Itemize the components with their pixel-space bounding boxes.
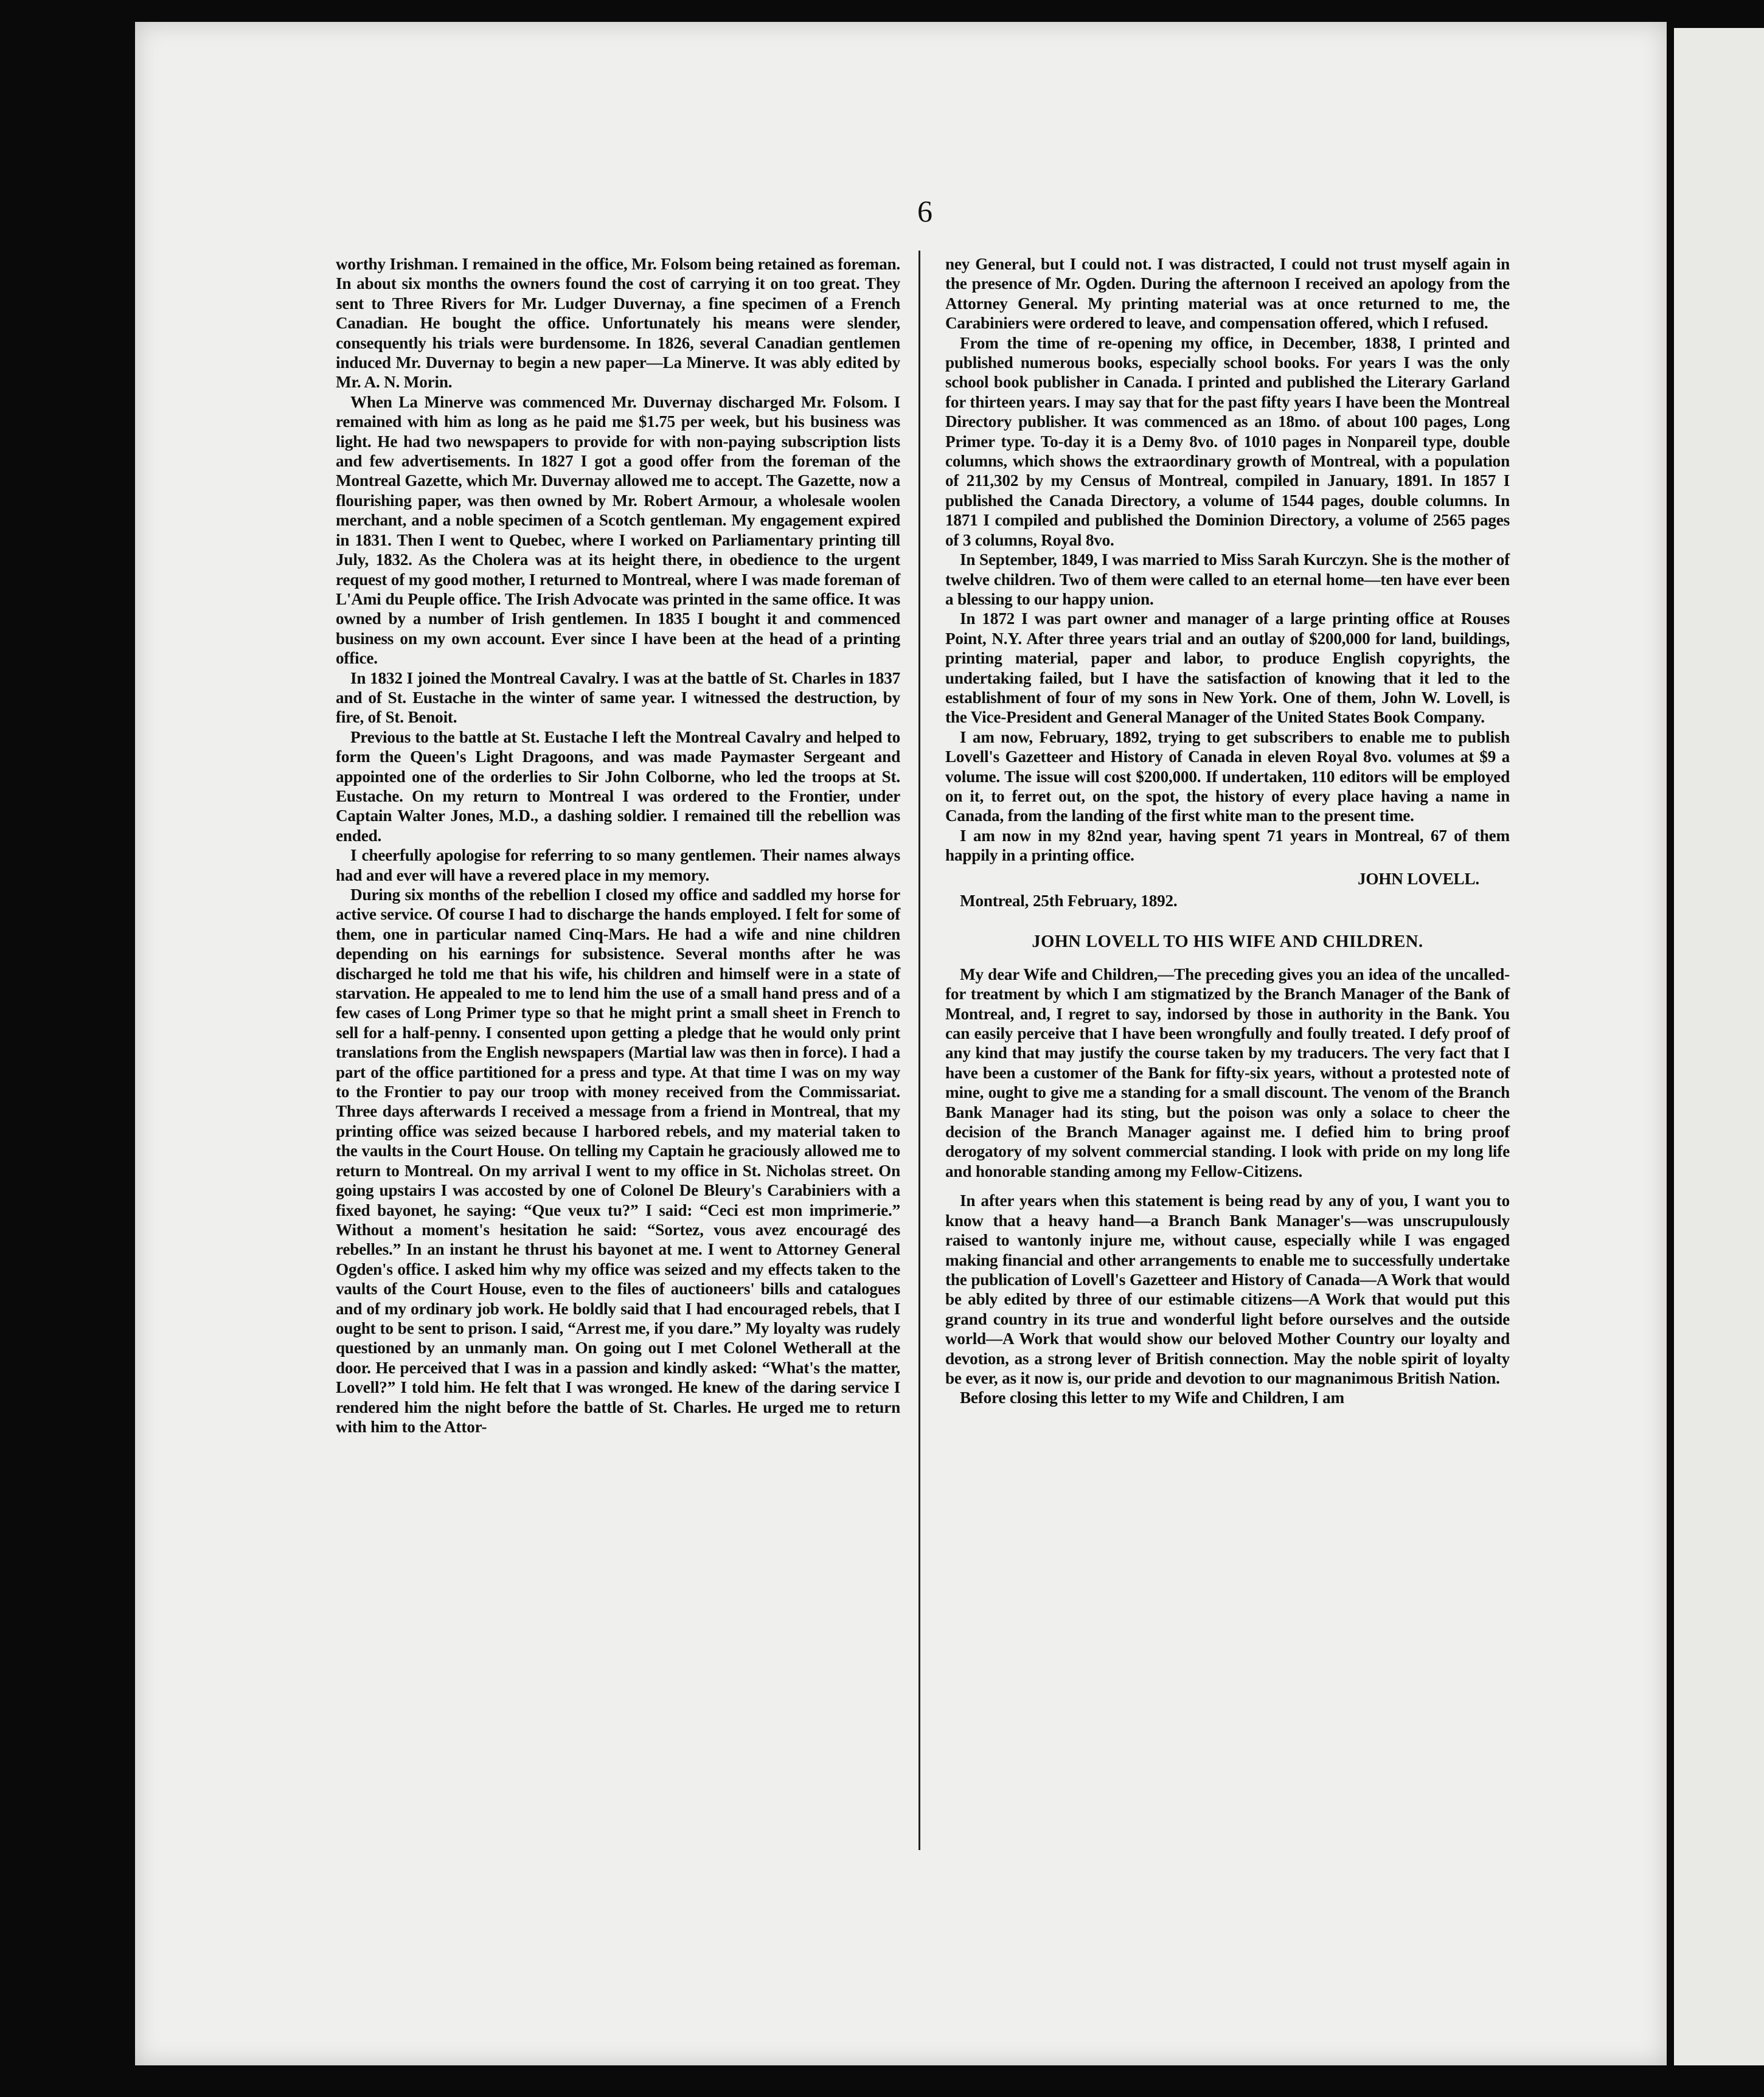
page-number: 6 bbox=[917, 194, 932, 228]
paragraph: Previous to the battle at St. Eustache I left the Montreal Cavalry and helped to form the Queen's Light Dragoons, and was made Paymaster Sergeant and appointed one of the orderlies to Sir John Colborne, who led the troops at St. Eustache. On my return to Montreal I was ordered to the Frontier, under Captain Walter Jones, M.D., a dashing soldier. I remained till the rebellion was ended. bbox=[336, 727, 900, 845]
right-column bbox=[945, 254, 1510, 1408]
paragraph: In September, 1849, I was married to Miss Sarah Kurczyn. She is the mother of twelve children. Two of them were called to an eternal home—ten have ever been a blessing to our happy union. bbox=[945, 550, 1510, 608]
paragraph: In after years when this statement is being read by any of you, I want you to know that a heavy hand—a Branch Bank Manager's—was unscrupulously raised to wantonly injure me, without cause, especially while I was engaged making financial and other arrangements to enable me to successfully undertake the publication of Lovell's Gazetteer and History of Canada—A Work that would be ably edited by three of our estimable citizens—A Work that would put this grand country in its true and wonderful light before ourselves and the outside world—A Work that would show our beloved Mother Country our loyalty and devotion, as a strong lever of British connection. May the noble spirit of loyalty be ever, as it now is, our pride and devotion to our magnanimous British Nation. bbox=[945, 1191, 1510, 1387]
column-divider bbox=[918, 251, 920, 1850]
paragraph: In 1832 I joined the Montreal Cavalry. I was at the battle of St. Charles in 1837 and of St. Eustache in the winter of same year. I witnessed the destruction, by fire, of St. Benoit. bbox=[336, 668, 900, 727]
paragraph: Before closing this letter to my Wife and Children, I am bbox=[960, 1388, 1344, 1407]
adjacent-page-edge bbox=[1674, 28, 1764, 2065]
signature: JOHN LOVELL. bbox=[1357, 869, 1479, 888]
paragraph: During six months of the rebellion I closed my office and saddled my horse for active service. Of course I had to discharge the hands employed. I felt for some of them, one in particular named Cinq-Mars. He had a wife and nine children depending on his earnings for subsistence. Several months after he was discharged he told me that his wife, his children and himself were in a state of starvation. He appealed to me to lend him the use of a small hand press and of a few cases of Long Primer type so that he might print a small sheet in French to sell for a half-penny. I consented upon getting a pledge that he would only print translations from the English newspapers (Martial law was then in force). I had a part of the office partitioned for a press and type. At that time I was on my way to the Frontier to pay our troop with money received from the Commissariat. Three days afterwards I received a message from a friend in Montreal, that my printing office was seized because I harbored rebels, and my material taken to the vaults in the Court House. On telling my Captain he graciously allowed me to return to Montreal. On my arrival I went to my office in St. Nicholas street. On going upstairs I was accosted by one of Colonel De Bleury's Carabiniers with a fixed bayonet, he saying: “Que veux tu?” I said: “Ceci est mon imprimerie.” Without a moment's hesitation he said: “Sortez, vous avez encouragé des rebelles.” In an instant he thrust his bayonet at me. I went to Attorney General Ogden's office. I asked him why my office was seized and my effects taken to the vaults of the Court House, even to the files of auctioneers' bills and catalogues and of my ordinary job work. He boldly said that I had encouraged rebels, that I ought to be sent to prison. I said, “Arrest me, if you dare.” My loyalty was rudely questioned by an unmanly man. On going out I met Colonel Wetherall at the door. He perceived that I was in a passion and kindly asked: “What's the matter, Lovell?” I told him. He felt that I was wronged. He knew of the daring service I rendered him the night before the battle of St. Charles. He urged me to return with him to the Attor- bbox=[336, 886, 900, 1436]
paragraph: I cheerfully apologise for referring to so many gentlemen. Their names always had and ever will have a revered place in my memory. bbox=[336, 846, 900, 884]
paragraph: In 1872 I was part owner and manager of a large printing office at Rouses Point, N.Y. After three years trial and an outlay of $200,000 for land, buildings, printing material, paper and labor, to produce English copyrights, the undertaking failed, but I have the satisfaction of knowing that it led to the establishment of four of my sons in New York. One of them, John W. Lovell, is the Vice-President and General Manager of the United States Book Company. bbox=[945, 609, 1510, 727]
paragraph: ney General, but I could not. I was distracted, I could not trust myself again in the presence of Mr. Ogden. During the afternoon I received an apology from the Attorney General. My printing material was at once returned to me, the Carabiniers were ordered to leave, and compensation offered, which I refused. bbox=[945, 255, 1510, 333]
left-column bbox=[336, 254, 900, 1437]
paragraph: worthy Irishman. I remained in the office, Mr. Folsom being retained as foreman. In about six months the owners found the cost of carrying it on too great. They sent to Three Rivers for Mr. Ludger Duvernay, a fine specimen of a French Canadian. He bought the office. Unfortunately his means were slender, consequently his trials were burdensome. In 1826, several Canadian gentlemen induced Mr. Duvernay to begin a new paper—La Minerve. It was ably edited by Mr. A. N. Morin. bbox=[336, 255, 900, 392]
paragraph: I am now, February, 1892, trying to get subscribers to enable me to publish Lovell's Gazetteer and History of Canada in eleven Royal 8vo. volumes at $9 a volume. The issue will cost $200,000. If undertaken, 110 editors will be employed on it, to ferret out, on the spot, the history of every place having a name in Canada, from the landing of the first white man to the present time. bbox=[945, 727, 1510, 825]
dateline: Montreal, 25th February, 1892. bbox=[960, 892, 1178, 910]
paragraph: I am now in my 82nd year, having spent 71 years in Montreal, 67 of them happily in a printing office. bbox=[945, 826, 1510, 865]
letter-heading: JOHN LOVELL TO HIS WIFE AND CHILDREN. bbox=[1032, 932, 1423, 952]
paragraph: When La Minerve was commenced Mr. Duvernay discharged Mr. Folsom. I remained with him as long as he paid me $1.75 per week, but his business was light. He had two newspapers to provide for with non-paying subscription lists and few advertisements. In 1827 I got a good offer from the foreman of the Montreal Gazette, which Mr. Duvernay allowed me to accept. The Gazette, now a flourishing paper, was then owned by Mr. Robert Armour, a wholesale woolen merchant, and a noble specimen of a Scotch gentleman. My engagement expired in 1831. Then I went to Quebec, where I worked on Parliamentary printing till July, 1832. As the Cholera was at its height there, in obedience to the urgent request of my good mother, I returned to Montreal, where I was made foreman of L'Ami du Peuple office. The Irish Advocate was printed in the same office. It was owned by a number of Irish gentlemen. In 1835 I bought it and commenced business on my own account. Ever since I have been at the head of a printing office. bbox=[336, 392, 900, 668]
paragraph: My dear Wife and Children,—The preceding gives you an idea of the uncalled-for treatment by which I am stigmatized by the Branch Manager of the Bank of Montreal, and, I regret to say, indorsed by those in authority in the Bank. You can easily perceive that I have been wrongfully and foully treated. I defy proof of any kind that may justify the course taken by my traducers. The very fact that I have been a customer of the Bank for fifty-six years, without a protested note of mine, ought to give me a standing for a small discount. The venom of the Branch Bank Manager had its sting, but the poison was only a solace to cheer the decision of the Branch Manager against me. I defied him to bring proof derogatory of my solvent commercial standing. I look with pride on my long life and honorable standing among my Fellow-Citizens. bbox=[945, 965, 1510, 1180]
paragraph: From the time of re-opening my office, in December, 1838, I printed and published numerous books, especially school books. For years I was the only school book publisher in Canada. I printed and published the Literary Garland for thirteen years. I may say that for the past fifty years I have been the Montreal Directory publisher. It was commenced as an 18mo. of about 100 pages, Long Primer type. To-day it is a Demy 8vo. of 1010 pages in Nonpareil type, double columns, which shows the extraordinary growth of Montreal, with a population of 211,302 by my Census of Montreal, compiled in January, 1891. In 1857 I published the Canada Directory, a volume of 1544 pages, double columns. In 1871 I compiled and published the Dominion Directory, a volume of 2565 pages of 3 columns, Royal 8vo. bbox=[945, 333, 1510, 549]
